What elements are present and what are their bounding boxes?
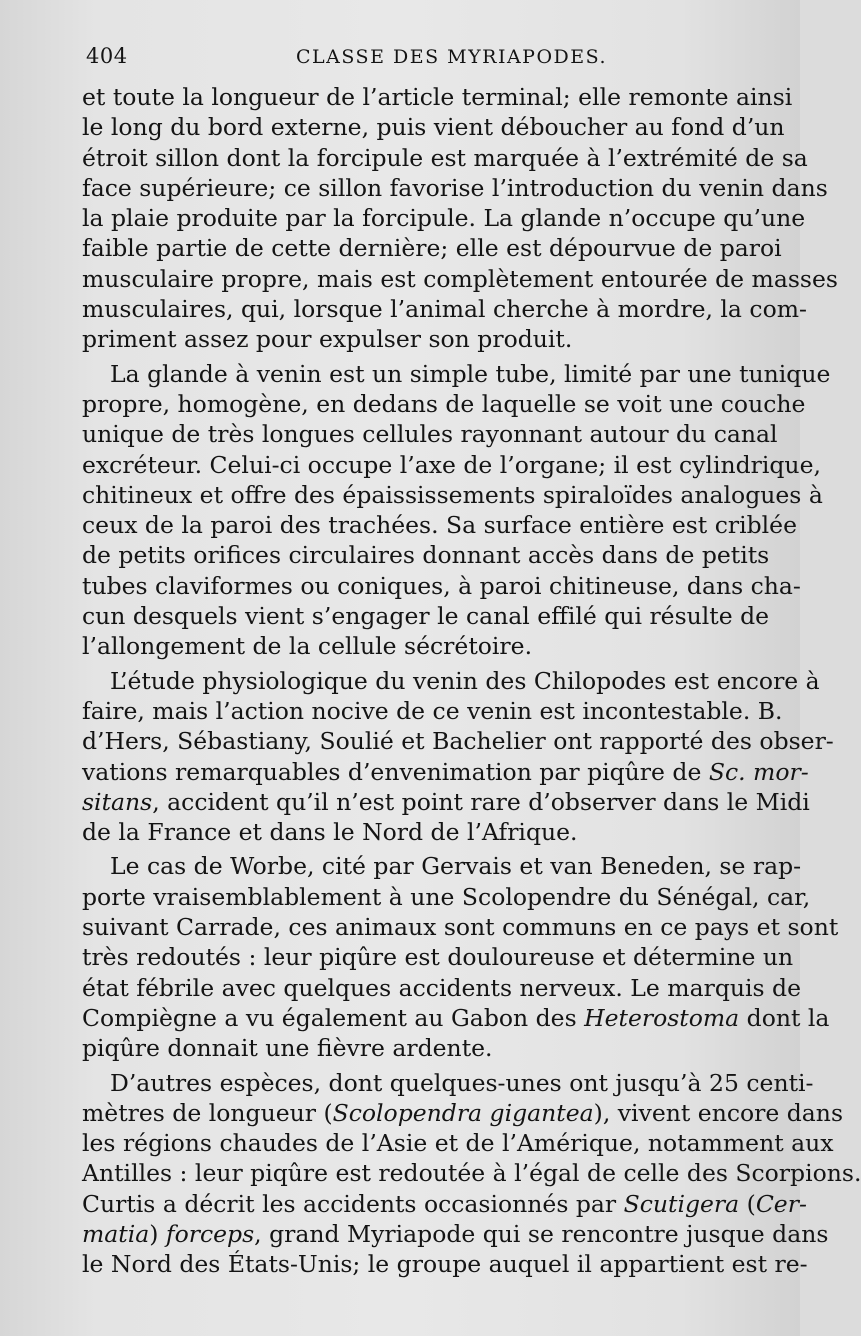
text-line: propre, homogène, en dedans de laquelle se voit une couche <box>82 389 806 418</box>
text-line: faire, mais l’action nocive de ce venin est incontestable. B. <box>82 696 783 725</box>
text-line: Curtis a décrit les accidents occasionnés par Scutigera (Cer- <box>82 1189 807 1218</box>
paragraph <box>82 1068 861 1280</box>
text-line: sitans, accident qu’il n’est point rare d’observer dans le Midi <box>82 787 810 816</box>
text-line: l’allongement de la cellule sécrétoire. <box>82 632 533 661</box>
paragraph <box>82 82 838 355</box>
text-line: cun desquels vient s’engager le canal effilé qui résulte de <box>82 602 770 631</box>
body-text <box>82 82 861 1280</box>
text-line: état fébrile avec quelques accidents nerveux. Le marquis de <box>82 973 801 1002</box>
text-line: matia) forceps, grand Myriapode qui se rencontre jusque dans <box>82 1219 829 1248</box>
text-line: D’autres espèces, dont quelques-unes ont jusqu’à 25 centi- <box>110 1068 814 1097</box>
text-line: piqûre donnait une fièvre ardente. <box>82 1034 493 1063</box>
paragraph <box>82 666 834 848</box>
text-line: excréteur. Celui-ci occupe l’axe de l’organe; il est cylindrique, <box>82 450 821 479</box>
text-line: faible partie de cette dernière; elle est dépourvue de paroi <box>82 234 782 263</box>
text-line: le long du bord externe, puis vient déboucher au fond d’un <box>82 113 785 142</box>
page-number: 404 <box>86 44 128 68</box>
text-line: Antilles : leur piqûre est redoutée à l’égal de celle des Scorpions. <box>82 1159 861 1188</box>
text-line: vations remarquables d’envenimation par piqûre de Sc. mor- <box>82 757 809 786</box>
text-line: d’Hers, Sébastiany, Soulié et Bachelier ont rapporté des obser- <box>82 727 834 756</box>
paragraph <box>82 359 831 662</box>
text-line: musculaires, qui, lorsque l’animal cherche à mordre, la com- <box>82 295 807 324</box>
text-line: ceux de la paroi des trachées. Sa surface entière est criblée <box>82 511 797 540</box>
text-line: porte vraisemblablement à une Scolopendre du Sénégal, car, <box>82 882 811 911</box>
text-line: priment assez pour expulser son produit. <box>82 325 573 354</box>
text-line: tubes claviformes ou coniques, à paroi chitineuse, dans cha- <box>82 571 801 600</box>
text-line: très redoutés : leur piqûre est douloureuse et détermine un <box>82 943 794 972</box>
text-line: le Nord des États-Unis; le groupe auquel il appartient est re- <box>82 1250 808 1279</box>
page-header <box>86 44 750 78</box>
text-line: suivant Carrade, ces animaux sont communs en ce pays et sont <box>82 913 839 942</box>
text-line: et toute la longueur de l’article terminal; elle remonte ainsi <box>82 83 793 111</box>
text-line: les régions chaudes de l’Asie et de l’Amérique, notamment aux <box>82 1129 834 1158</box>
text-line: la plaie produite par la forcipule. La glande n’occupe qu’une <box>82 204 806 233</box>
text-line: Le cas de Worbe, cité par Gervais et van Beneden, se rap- <box>110 852 802 881</box>
text-line: unique de très longues cellules rayonnant autour du canal <box>82 420 778 449</box>
text-line: de petits orifices circulaires donnant accès dans de petits <box>82 541 770 570</box>
text-line: face supérieure; ce sillon favorise l’introduction du venin dans <box>82 173 828 202</box>
text-line: Compiègne a vu également au Gabon des Heterostoma dont la <box>82 1003 830 1032</box>
text-line: étroit sillon dont la forcipule est marquée à l’extrémité de sa <box>82 143 808 172</box>
text-line: L’étude physiologique du venin des Chilopodes est encore à <box>110 666 820 695</box>
text-line: mètres de longueur (Scolopendra gigantea), vivent encore dans <box>82 1098 843 1127</box>
paragraph <box>82 851 839 1063</box>
text-line: La glande à venin est un simple tube, limité par une tunique <box>110 359 831 388</box>
running-title: CLASSE DES MYRIAPODES. <box>296 46 608 68</box>
text-line: musculaire propre, mais est complètement entourée de masses <box>82 264 838 293</box>
text-line: de la France et dans le Nord de l’Afrique. <box>82 818 578 847</box>
text-line: chitineux et offre des épaississements spiraloïdes analogues à <box>82 480 823 509</box>
